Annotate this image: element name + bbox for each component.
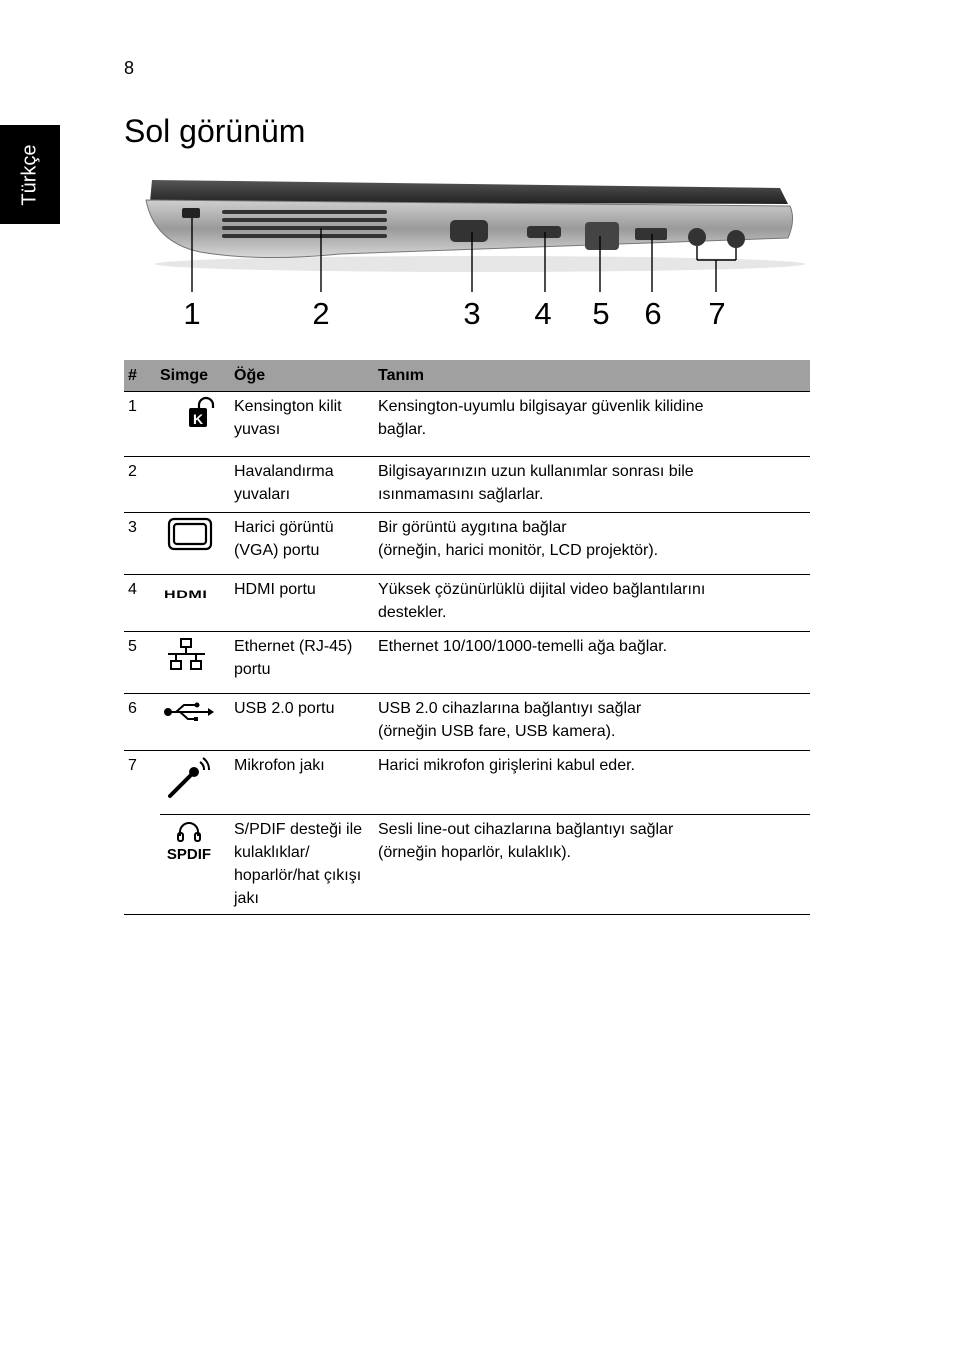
table-row (124, 575, 810, 632)
row-description-line: Kensington-uyumlu bilgisayar güvenlik kilidine (378, 398, 704, 415)
row-item: Harici görüntü (VGA) portu (234, 513, 378, 575)
table-row (124, 513, 810, 575)
row-item: USB 2.0 portu (234, 694, 378, 751)
callout-7: 7 (708, 296, 726, 331)
kensington-lock-icon (164, 395, 224, 429)
row-item: Havalandırma yuvaları (234, 457, 378, 513)
laptop-left-side-illustration (140, 172, 805, 337)
row-number: 6 (124, 694, 160, 751)
row-number: 4 (124, 575, 160, 632)
usb-icon (164, 697, 224, 727)
callout-4: 4 (534, 296, 552, 331)
table-row (124, 632, 810, 694)
row-number (124, 815, 160, 915)
headphone-jack (727, 230, 745, 248)
row-description-line: Harici mikrofon girişlerini kabul eder. (378, 757, 635, 774)
mic-jack (688, 228, 706, 246)
row-number: 7 (124, 751, 160, 815)
svg-text:HDMI: HDMI (164, 587, 208, 601)
row-description-line: USB 2.0 cihazlarına bağlantıyı sağlar (378, 700, 642, 717)
hdmi-icon (164, 578, 224, 608)
header-item: Öğe (234, 360, 378, 392)
callout-3: 3 (463, 296, 481, 331)
row-number: 1 (124, 392, 160, 457)
table-row (124, 694, 810, 751)
table-row (124, 457, 810, 513)
table-row (124, 815, 810, 915)
header-number: # (124, 360, 160, 392)
page-number: 8 (124, 58, 135, 78)
vga-display-icon (164, 516, 224, 552)
row-item: HDMI portu (234, 575, 378, 632)
language-tab (0, 125, 60, 224)
callout-1: 1 (183, 296, 201, 331)
headphones-spdif-icon (164, 818, 224, 864)
ethernet-network-icon (164, 635, 224, 675)
port-table (124, 360, 810, 915)
row-number: 5 (124, 632, 160, 694)
row-number: 2 (124, 457, 160, 513)
language-tab-label: Türkçe (18, 144, 41, 206)
spdif-icon-label: SPDIF (166, 846, 212, 863)
table-row (124, 751, 810, 815)
callout-6: 6 (644, 296, 662, 331)
usb-port (635, 228, 667, 240)
row-description-line: Bilgisayarınızın uzun kullanımlar sonrası bile (378, 463, 694, 480)
lock-slot (182, 208, 200, 218)
row-description-line: destekler. (378, 604, 447, 621)
shadow (155, 256, 805, 272)
row-description-line: Sesli line-out cihazlarına bağlantıyı sağlar (378, 821, 674, 838)
row-description-line: (örneğin, harici monitör, LCD projektör). (378, 542, 659, 559)
header-icon: Simge (160, 360, 234, 392)
row-description-line: Yüksek çözünürlüklü dijital video bağlantılarını (378, 581, 706, 598)
table-row (124, 392, 810, 457)
hdmi-port (527, 226, 561, 238)
lid (150, 180, 788, 204)
row-item: S/PDIF desteği ile kulaklıklar/ hoparlör/hat çıkışı jakı (234, 815, 378, 915)
row-description-line: Bir görüntü aygıtına bağlar (378, 519, 567, 536)
callout-2: 2 (312, 296, 330, 331)
table-header-row (124, 360, 810, 392)
ethernet-port (585, 222, 619, 250)
svg-text:K: K (192, 411, 204, 427)
row-description-line: ısınmamasını sağlarlar. (378, 486, 544, 503)
row-item: Kensington kilit yuvası (234, 392, 378, 457)
microphone-icon (164, 754, 224, 800)
row-description-line: bağlar. (378, 421, 427, 438)
row-description-line: (örneğin USB fare, USB kamera). (378, 723, 616, 740)
row-item: Ethernet (RJ-45) portu (234, 632, 378, 694)
row-description-line: Ethernet 10/100/1000-temelli ağa bağlar. (378, 638, 668, 655)
row-description-line: (örneğin hoparlör, kulaklık). (378, 844, 571, 861)
row-item: Mikrofon jakı (234, 751, 378, 815)
header-description: Tanım (378, 360, 810, 392)
vga-port (450, 220, 488, 242)
callout-5: 5 (592, 296, 610, 331)
row-number: 3 (124, 513, 160, 575)
page-title: Sol görünüm (124, 113, 306, 149)
